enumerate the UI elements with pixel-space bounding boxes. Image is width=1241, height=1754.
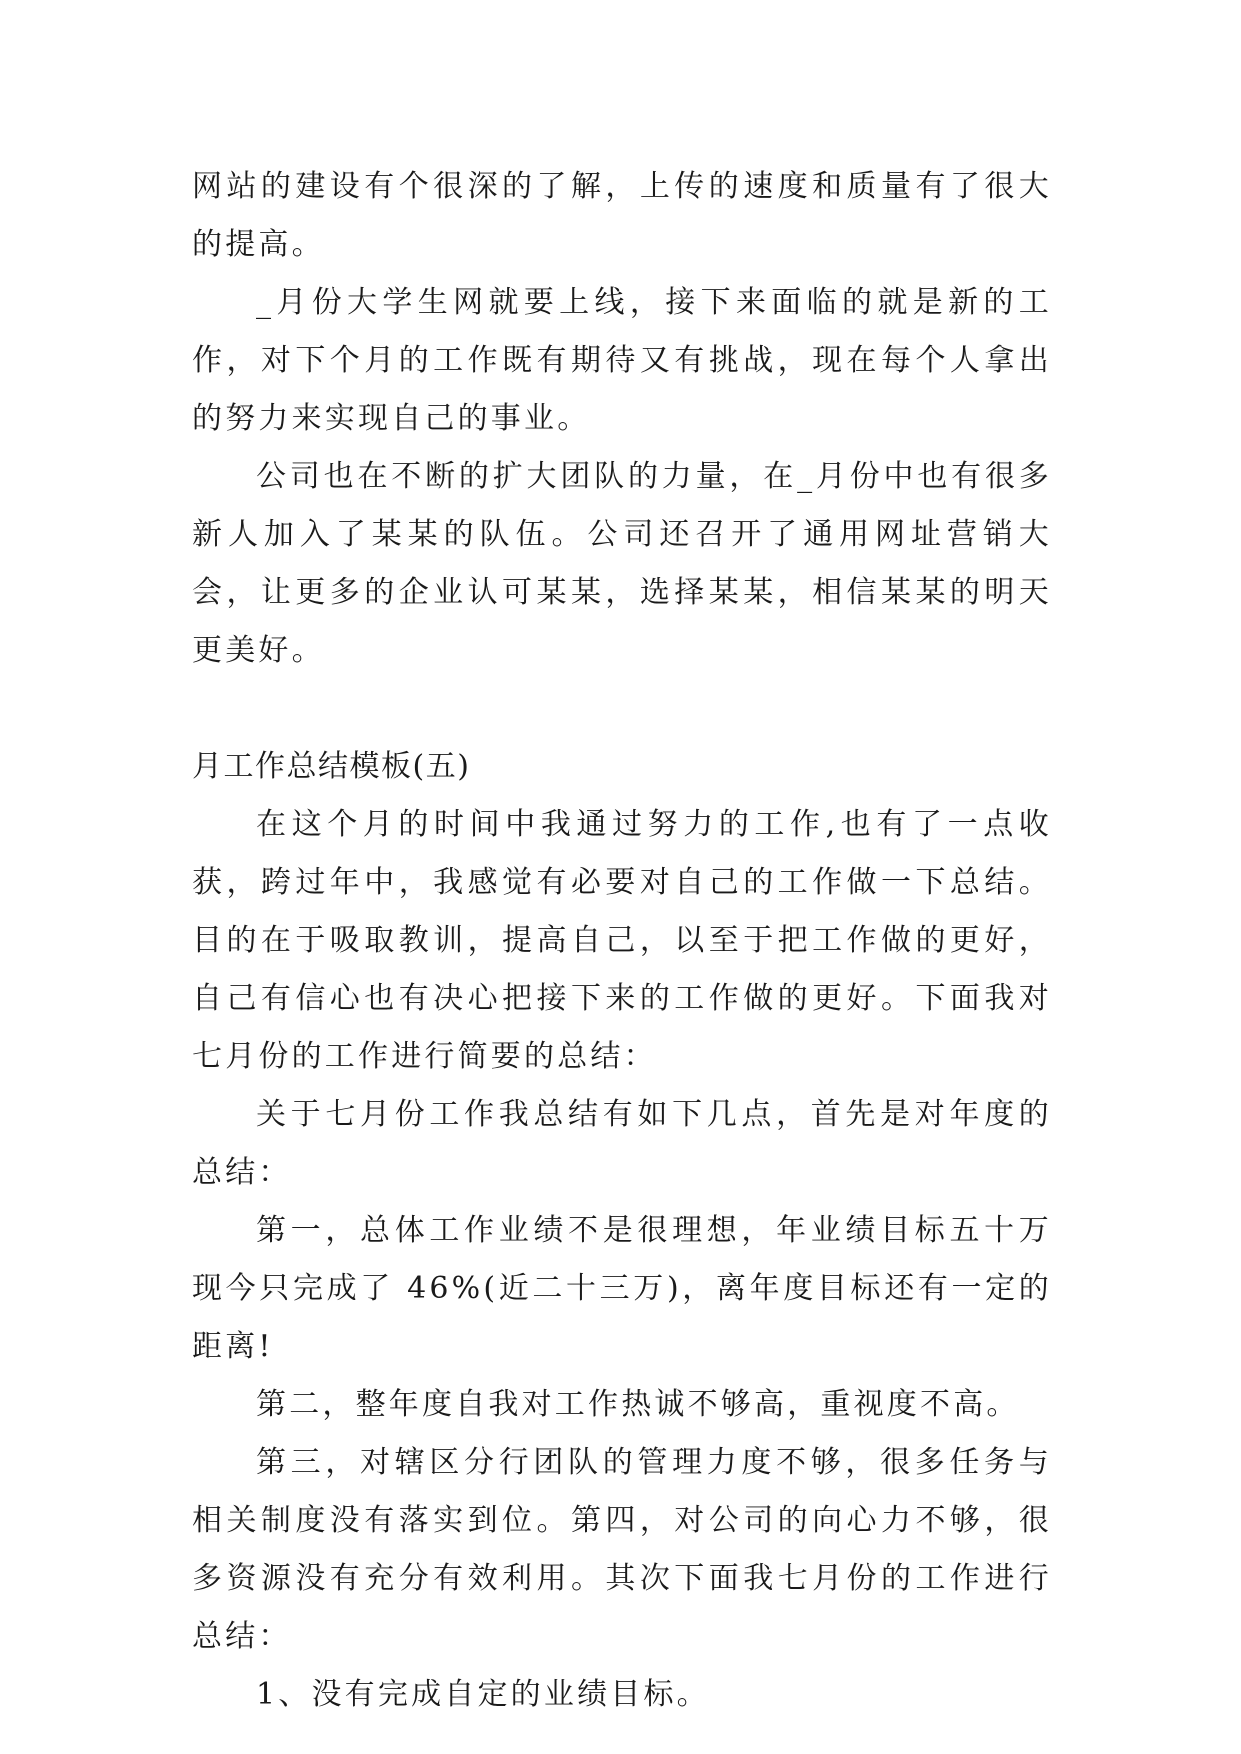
paragraph-point-three-four: 第三，对辖区分行团队的管理力度不够，很多任务与相关制度没有落实到位。第四，对公司的向心力不够，很多资源没有充分有效利用。其次下面我七月份的工作进行总结： <box>192 1445 1052 1654</box>
paragraph-continuation: 网站的建设有个很深的了解，上传的速度和质量有了很大的提高。 <box>192 169 1052 262</box>
paragraph-point-two: 第二，整年度自我对工作热诚不够高，重视度不高。 <box>256 1387 1020 1422</box>
document-body <box>192 158 1052 1724</box>
paragraph-intro: 在这个月的时间中我通过努力的工作,也有了一点收获，跨过年中，我感觉有必要对自己的工作做一下总结。目的在于吸取教训，提高自己，以至于把工作做的更好，自己有信心也有决心把接下来的工作做的更好。下面我对七月份的工作进行简要的总结： <box>192 807 1052 1074</box>
paragraph-point-one: 第一，总体工作业绩不是很理想，年业绩目标五十万现今只完成了 46%(近二十三万)，离年度目标还有一定的距离! <box>192 1213 1052 1364</box>
paragraph-team-expansion: 公司也在不断的扩大团队的力量，在_月份中也有很多新人加入了某某的队伍。公司还召开了通用网址营销大会，让更多的企业认可某某，选择某某，相信某某的明天更美好。 <box>192 459 1052 668</box>
list-item-one: 1、没有完成自定的业绩目标。 <box>256 1677 710 1712</box>
paragraph-summary-points: 关于七月份工作我总结有如下几点，首先是对年度的总结： <box>192 1097 1052 1190</box>
paragraph-new-site-launch: _月份大学生网就要上线，接下来面临的就是新的工作，对下个月的工作既有期待又有挑战，现在每个人拿出的努力来实现自己的事业。 <box>192 285 1052 436</box>
section-title: 月工作总结模板(五) <box>192 749 471 784</box>
